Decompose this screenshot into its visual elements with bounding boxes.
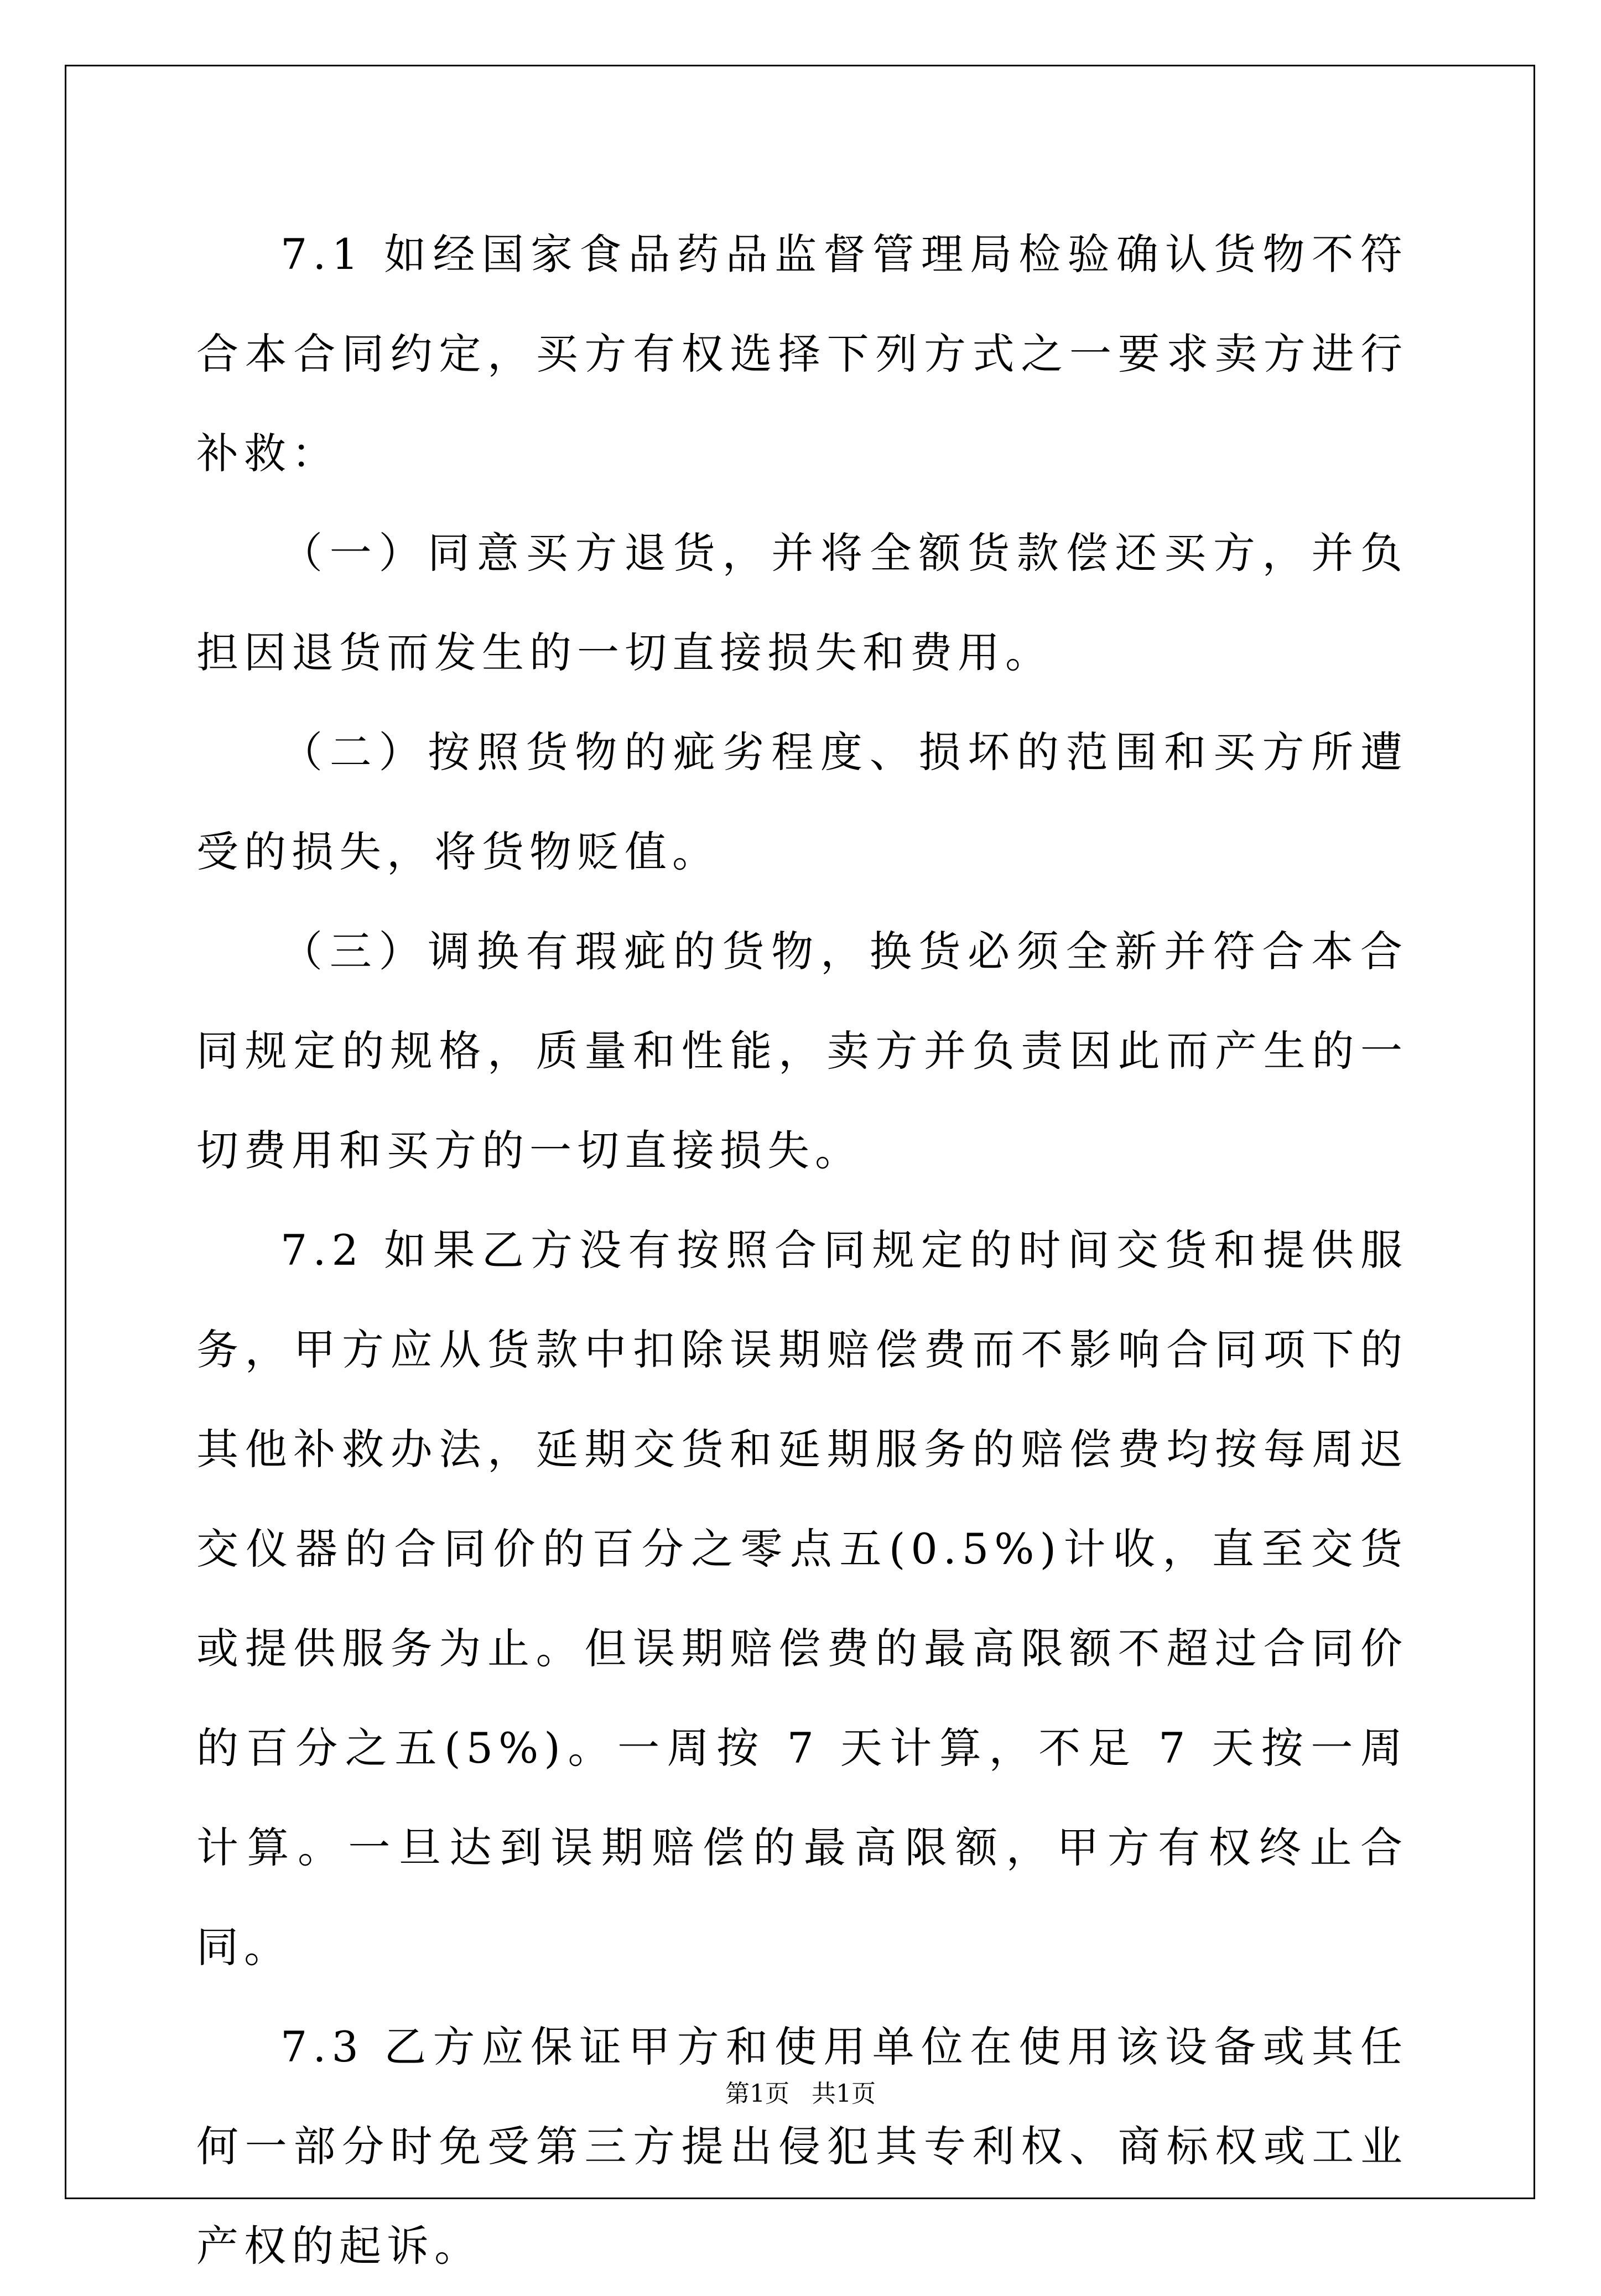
paragraph-option-1: （一）同意买方退货，并将全额货款偿还买方，并负担因退货而发生的一切直接损失和费用。 xyxy=(196,528,1408,677)
page-total: 共1页 xyxy=(812,2080,876,2108)
paragraph-option-2: （二）按照货物的疵劣程度、损坏的范围和买方所遭受的损失，将货物贬值。 xyxy=(196,728,1408,876)
paragraph-7-3: 7.3 乙方应保证甲方和使用单位在使用该设备或其任何一部分时免受第三方提出侵犯其专利权、商标权或工业产权的起诉。 xyxy=(196,2022,1408,2271)
document-body xyxy=(196,205,1408,2296)
paragraph-option-3: （三）调换有瑕疵的货物，换货必须全新并符合本合同规定的规格，质量和性能，卖方并负责因此而产生的一切费用和买方的一切直接损失。 xyxy=(196,927,1408,1175)
paragraph-7-2: 7.2 如果乙方没有按照合同规定的时间交货和提供服务，甲方应从货款中扣除误期赔偿费而不影响合同项下的其他补救办法，延期交货和延期服务的赔偿费均按每周迟交仪器的合同价的百分之零点五(0.5%)计收，直至交货或提供服务为止。但误期赔偿费的最高限额不超过合同价的百分之五(5%)。一周按 7 天计算，不足 7 天按一周计算。一旦达到误期赔偿的最高限额，甲方有权终止合同。 xyxy=(196,1225,1408,1972)
page-number: 第1页 xyxy=(725,2080,789,2108)
paragraph-7-1: 7.1 如经国家食品药品监督管理局检验确认货物不符合本合同约定，买方有权选择下列方式之一要求卖方进行补救： xyxy=(196,230,1408,478)
page-footer xyxy=(0,2077,1601,2111)
